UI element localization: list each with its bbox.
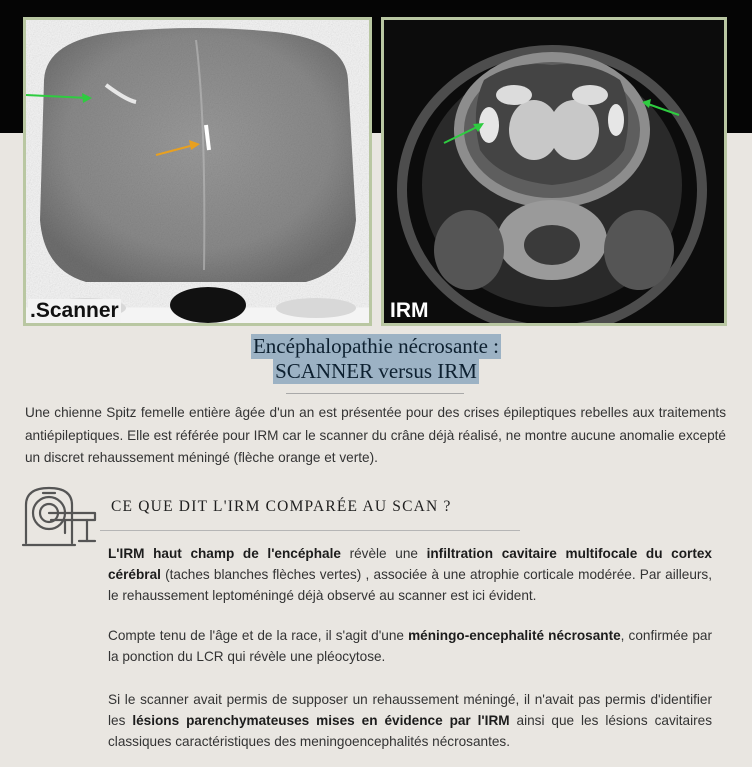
p1-bold-1: L'IRM haut champ de l'encéphale xyxy=(108,546,341,561)
mri-scan-graphic xyxy=(384,20,724,323)
p3-text-1: Si le scanner avait permis de supposer un rehaussement méningé, il n'avait pas permis d'identifier les xyxy=(108,692,712,728)
page-title xyxy=(0,334,752,384)
p3-bold-1: lésions parenchymateuses mises en évidence par l'IRM xyxy=(132,713,510,728)
title-divider xyxy=(286,393,464,394)
p1-text-1: révèle une xyxy=(340,546,427,561)
mri-scan-image xyxy=(381,17,727,326)
section-divider xyxy=(100,530,520,531)
ct-scan-image xyxy=(23,17,372,326)
intro-paragraph: Une chienne Spitz femelle entière âgée d'un an est présentée pour des crises épileptiques rebelles aux traitements antiépileptiques. Elle est référée pour IRM car le scanner du crâne déjà réalisé, ne montre aucune anomalie excepté un discret rehaussement méningé (flèche orange et verte). xyxy=(25,405,726,465)
mri-machine-icon xyxy=(21,483,101,553)
title-line-1: Encéphalopathie nécrosante : xyxy=(252,334,500,358)
paragraph-1 xyxy=(108,543,712,606)
p3-text-2: ainsi que les lésions cavitaires classiques caractéristiques des meningoencephalités nécrosantes. xyxy=(108,713,712,749)
title-line-2: SCANNER versus IRM xyxy=(275,359,477,383)
ct-scan-graphic xyxy=(26,20,369,323)
mri-image-label: IRM xyxy=(390,299,429,322)
p2-text-2: , confirmée par la ponction du LCR qui révèle une pléocytose. xyxy=(108,628,712,664)
p1-text-2: (taches blanches flèches vertes) , associée à une atrophie corticale modérée. Par ailleurs, le rehaussement leptoméningé déjà observé au scanner est ici évident. xyxy=(108,567,712,603)
paragraph-3 xyxy=(108,689,712,752)
p1-bold-2: infiltration cavitaire multifocale du cortex cérébral xyxy=(108,546,712,582)
p2-text-1: Compte tenu de l'âge et de la race, il s'agit d'une xyxy=(108,628,409,643)
section-title: CE QUE DIT L'IRM COMPARÉE AU SCAN ? xyxy=(111,498,452,515)
paragraph-2 xyxy=(108,625,712,667)
scanner-image-label: .Scanner xyxy=(30,299,119,322)
p2-bold-1: méningo-encephalité nécrosante xyxy=(408,628,621,643)
